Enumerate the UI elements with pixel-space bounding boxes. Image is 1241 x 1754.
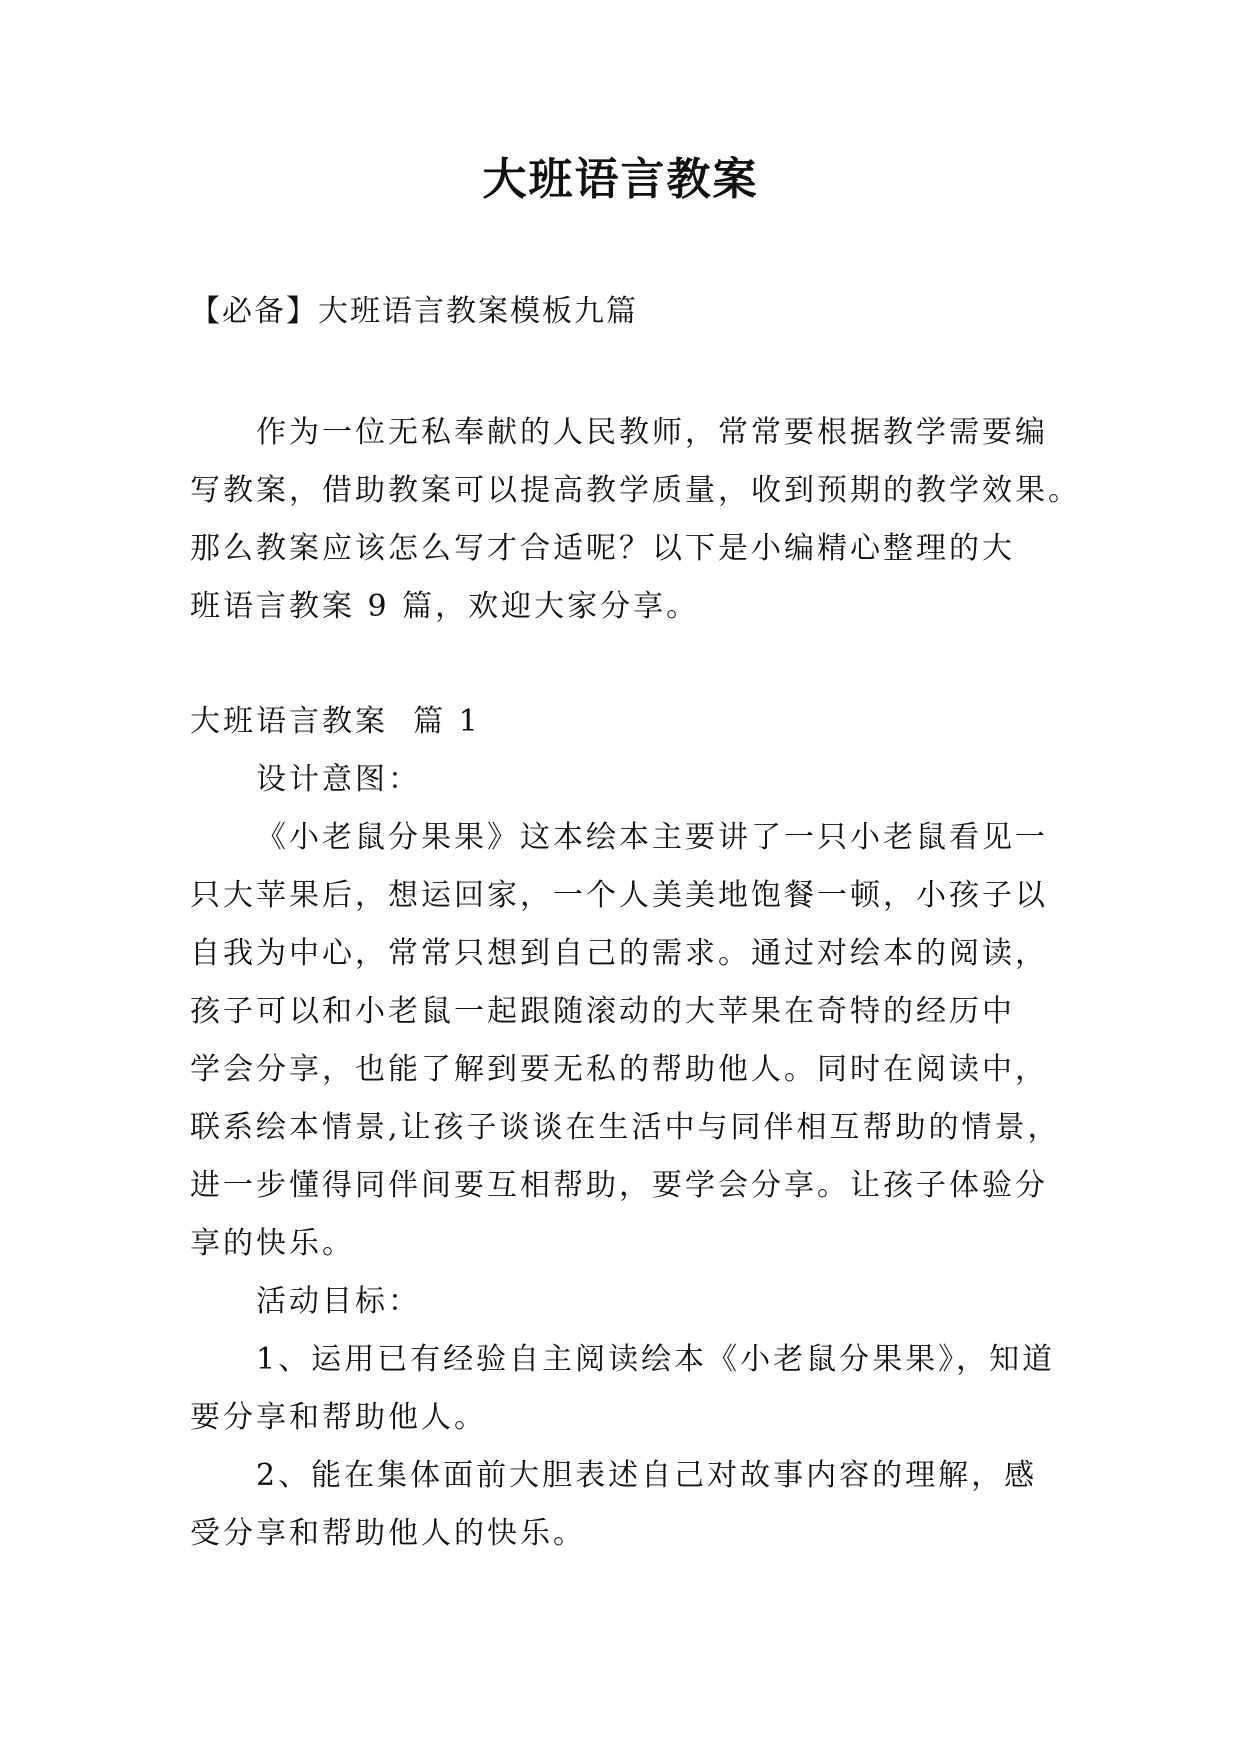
goal-2-line: 2、能在集体面前大胆表述自己对故事内容的理解，感	[256, 1458, 1038, 1493]
design-intent-line: 学会分享，也能了解到要无私的帮助他人。同时在阅读中，	[190, 1052, 1048, 1087]
goal-1-line: 1、运用已有经验自主阅读绘本《小老鼠分果果》，知道	[256, 1342, 1056, 1377]
design-intent-line: 《小老鼠分果果》这本绘本主要讲了一只小老鼠看见一	[256, 820, 1048, 855]
section-heading: 大班语言教案 篇 1	[190, 704, 481, 739]
design-intent-line: 孩子可以和小老鼠一起跟随滚动的大苹果在奇特的经历中	[190, 994, 1015, 1029]
design-intent-line: 联系绘本情景,让孩子谈谈在生活中与同伴相互帮助的情景，	[190, 1110, 1061, 1145]
design-intent-line: 享的快乐。	[190, 1226, 355, 1261]
design-intent-line: 只大苹果后，想运回家，一个人美美地饱餐一顿，小孩子以	[190, 878, 1048, 913]
goal-2-line: 受分享和帮助他人的快乐。	[190, 1516, 586, 1551]
goal-1-line: 要分享和帮助他人。	[190, 1400, 487, 1435]
section-1	[190, 693, 1061, 1563]
intro-line: 那么教案应该怎么写才合适呢？以下是小编精心整理的大	[190, 531, 1015, 566]
intro-line: 作为一位无私奉献的人民教师，常常要根据教学需要编	[256, 415, 1048, 450]
intro-line: 写教案，借助教案可以提高教学质量，收到预期的教学效果。	[190, 473, 1081, 508]
intro-line: 班语言教案 9 篇，欢迎大家分享。	[190, 589, 700, 624]
design-intent-label: 设计意图：	[256, 762, 421, 797]
design-intent-line: 自我为中心，常常只想到自己的需求。通过对绘本的阅读，	[190, 936, 1048, 971]
document-subtitle: 【必备】大班语言教案模板九篇	[190, 294, 638, 329]
design-intent-line: 进一步懂得同伴间要互相帮助，要学会分享。让孩子体验分	[190, 1168, 1048, 1203]
document-title: 大班语言教案	[482, 154, 759, 205]
intro-paragraph	[190, 404, 1081, 636]
goals-label: 活动目标：	[256, 1284, 421, 1319]
